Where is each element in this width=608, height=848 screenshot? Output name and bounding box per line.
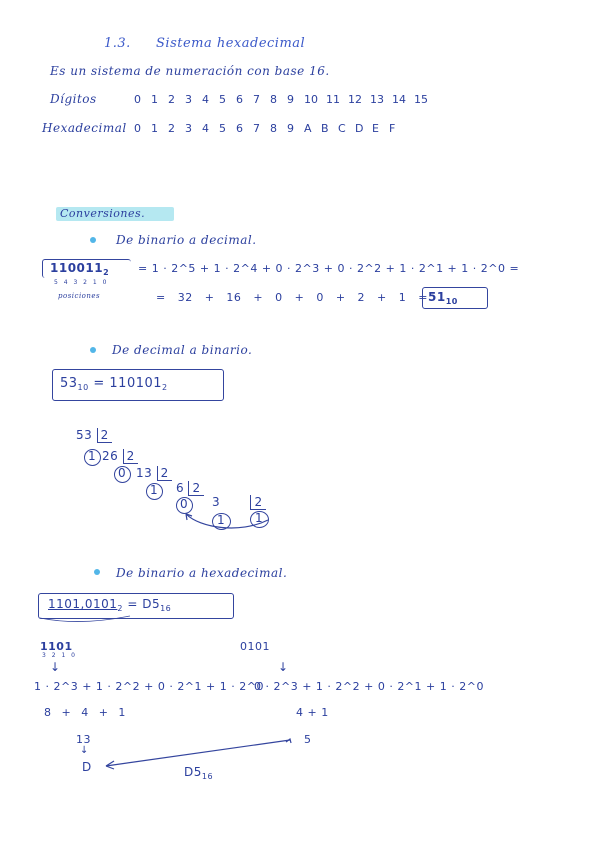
digits-label: Dígitos [50,92,97,106]
digit-cell: 8 [270,93,277,106]
digit-cell: 6 [236,93,243,106]
division-step: 6 2 [176,481,204,495]
digit-cell: 5 [219,93,226,106]
digit-cell: 13 [370,93,384,106]
digit-cell: 3 [185,93,192,106]
digit-cell: 1 [151,93,158,106]
division-step: 13 2 [136,466,172,480]
remainder: 1 [88,449,97,463]
remainder: 1 [255,511,264,525]
bin-number: $110011_2$ [50,261,110,277]
group2-sum: 4 + 1 [296,706,329,719]
down-arrow-icon: ↓ [50,660,61,674]
remainder: 1 [217,513,226,527]
digit-cell: 12 [348,93,362,106]
bin-to-hex-heading: De binario a hexadecimal. [116,566,288,580]
hex-digit-cell: E [372,122,379,135]
division-step: 3 2 [212,495,266,509]
remainder: 1 [150,483,159,497]
hex-equation: $1101,0101_2 = D5_{16}$ [48,597,172,613]
digit-cell: 11 [326,93,340,106]
section-title: Sistema hexadecimal [156,36,306,51]
bin-to-dec-heading: De binario a decimal. [116,233,257,247]
bin-result: $51_{10}$ [428,290,458,306]
digit-cell: 9 [287,93,294,106]
group1-number: 1101 [40,640,73,653]
group1-positions: 3 2 1 0 [42,652,77,659]
hex-digit-cell: C [338,122,346,135]
hex-digit-cell: 9 [287,122,294,135]
hex-digit-cell: 8 [270,122,277,135]
hex-digit-cell: 0 [134,122,141,135]
hex-digit-cell: F [389,122,396,135]
down-arrow-icon: ↓ [80,745,89,756]
digit-cell: 2 [168,93,175,106]
hex-digit-cell: 3 [185,122,192,135]
group1-expansion: 1 · 2^3 + 1 · 2^2 + 0 · 2^1 + 1 · 2^0 [34,680,264,693]
hex-digit-cell: 4 [202,122,209,135]
hex-label: Hexadecimal [42,121,127,135]
hex-digit-cell: D [355,122,364,135]
bin-sum: = 32 + 16 + 0 + 0 + 2 + 1 = [156,291,428,304]
dec-to-bin-heading: De decimal a binario. [112,343,253,357]
hex-digit-cell: 2 [168,122,175,135]
dec-equation: $53_{10} = 110101_2$ [60,376,168,392]
intro-text: Es un sistema de numeración con base 16. [50,64,330,78]
digit-cell: 0 [134,93,141,106]
remainder: 0 [180,497,189,511]
positions-label: posiciones [58,292,101,300]
hex-digit-cell: 7 [253,122,260,135]
bin-expansion: = 1 · 2^5 + 1 · 2^4 + 0 · 2^3 + 0 · 2^2 + 1 · 2^1 + 1 · 2^0 = [138,262,520,275]
division-step: 26 2 [102,449,138,463]
group2-number: 0101 [240,640,270,653]
division-step: 53 2 [76,428,112,442]
hex-digit-cell: A [304,122,312,135]
hex-digit-cell: B [321,122,329,135]
digit-cell: 10 [304,93,318,106]
hex-digit-cell: 5 [219,122,226,135]
hex-digit-cell: 6 [236,122,243,135]
hex-digit-cell: 1 [151,122,158,135]
section-number: 1.3. [104,36,131,51]
group2-result: 5 [304,733,312,746]
digit-cell: 15 [414,93,428,106]
digit-cell: 14 [392,93,406,106]
group1-hex: D [82,760,92,774]
conversions-title: Conversiones. [60,207,146,220]
group2-expansion: 0 · 2^3 + 1 · 2^2 + 0 · 2^1 + 1 · 2^0 [254,680,484,693]
digit-cell: 4 [202,93,209,106]
bin-positions: 5 4 3 2 1 0 [54,279,109,286]
group1-sum: 8 + 4 + 1 [44,706,126,719]
remainder: 0 [118,466,127,480]
down-arrow-icon: ↓ [278,660,289,674]
final-result: $D5_{16}$ [184,765,214,781]
digit-cell: 7 [253,93,260,106]
group1-result: 13 [76,733,91,746]
